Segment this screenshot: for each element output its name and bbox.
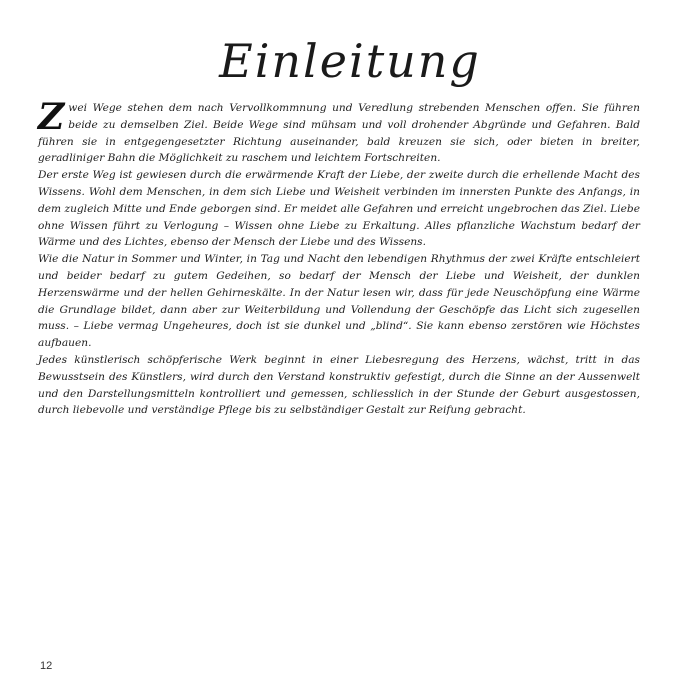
paragraph-1 xyxy=(38,96,640,167)
body-text xyxy=(38,96,640,419)
page-title: Einleitung xyxy=(219,34,481,88)
paragraph-text: Jedes künstlerisch schöpferische Werk beginnt in einer Liebesregung des Herzens, wächst, tritt in das Bewusstsein des Künstlers, wird durch den Verstand konstruktiv gefestigt, durch die Sinne an der Aussenwelt und den Darstellungsmitteln kontrolliert und gemessen, schliesslich in der Stunde der Geburt ausgestossen, durch liebevolle und verständige Pflege bis zu selbständiger Gestalt zur Reifung gebracht. xyxy=(38,353,640,417)
paragraph-4 xyxy=(38,352,640,419)
drop-cap: Z xyxy=(38,96,65,138)
paragraph-3 xyxy=(38,251,640,352)
paragraph-text: wei Wege stehen dem nach Vervollkommnung und Veredlung strebenden Menschen offen. Sie führen beide zu demselben Ziel. Beide Wege sind mühsam und voll drohender Abgründe und Gefahren. Bald führen sie in entgegengesetzter Richtung auseinander, bald kreuzen sie sich, oder bieten in breiter, geradliniger Bahn die Möglichkeit zu raschem und leichtem Fortschreiten. xyxy=(38,102,640,165)
paragraph-text: Wie die Natur in Sommer und Winter, in Tag und Nacht den lebendigen Rhythmus der zwei Kräfte entschleiert und beider bedarf zu gutem Gedeihen, so bedarf der Mensch der Liebe und Weisheit, der dunklen Herzenswärme und der hellen Gehirneskälte. In der Natur lesen wir, dass für jede Neuschöpfung eine Wärme die Grundlage bildet, dann aber zur Weiterbildung und Vollendung der Geschöpfe das Licht sich zugesellen muss. – Liebe vermag Ungeheures, doch ist sie dunkel und „blind“. Sie kann ebenso zerstören wie Höchstes aufbauen. xyxy=(38,253,640,350)
paragraph-text: Der erste Weg ist gewiesen durch die erwärmende Kraft der Liebe, der zweite durch die erhellende Macht des Wissens. Wohl dem Menschen, in dem sich Liebe und Weisheit verbinden im innersten Punkte des Anfangs, in dem zugleich Mitte und Ende geborgen sind. Er meidet alle Gefahren und erreicht ungebrochen das Ziel. Liebe ohne Wissen führt zu Verlogung – Wissen ohne Liebe zu Erkaltung. Alles pflanzliche Wachstum bedarf der Wärme und des Lichtes, ebenso der Mensch der Liebe und des Wissens. xyxy=(38,169,640,249)
paragraph-2 xyxy=(38,167,640,251)
page-number: 12 xyxy=(40,660,53,672)
